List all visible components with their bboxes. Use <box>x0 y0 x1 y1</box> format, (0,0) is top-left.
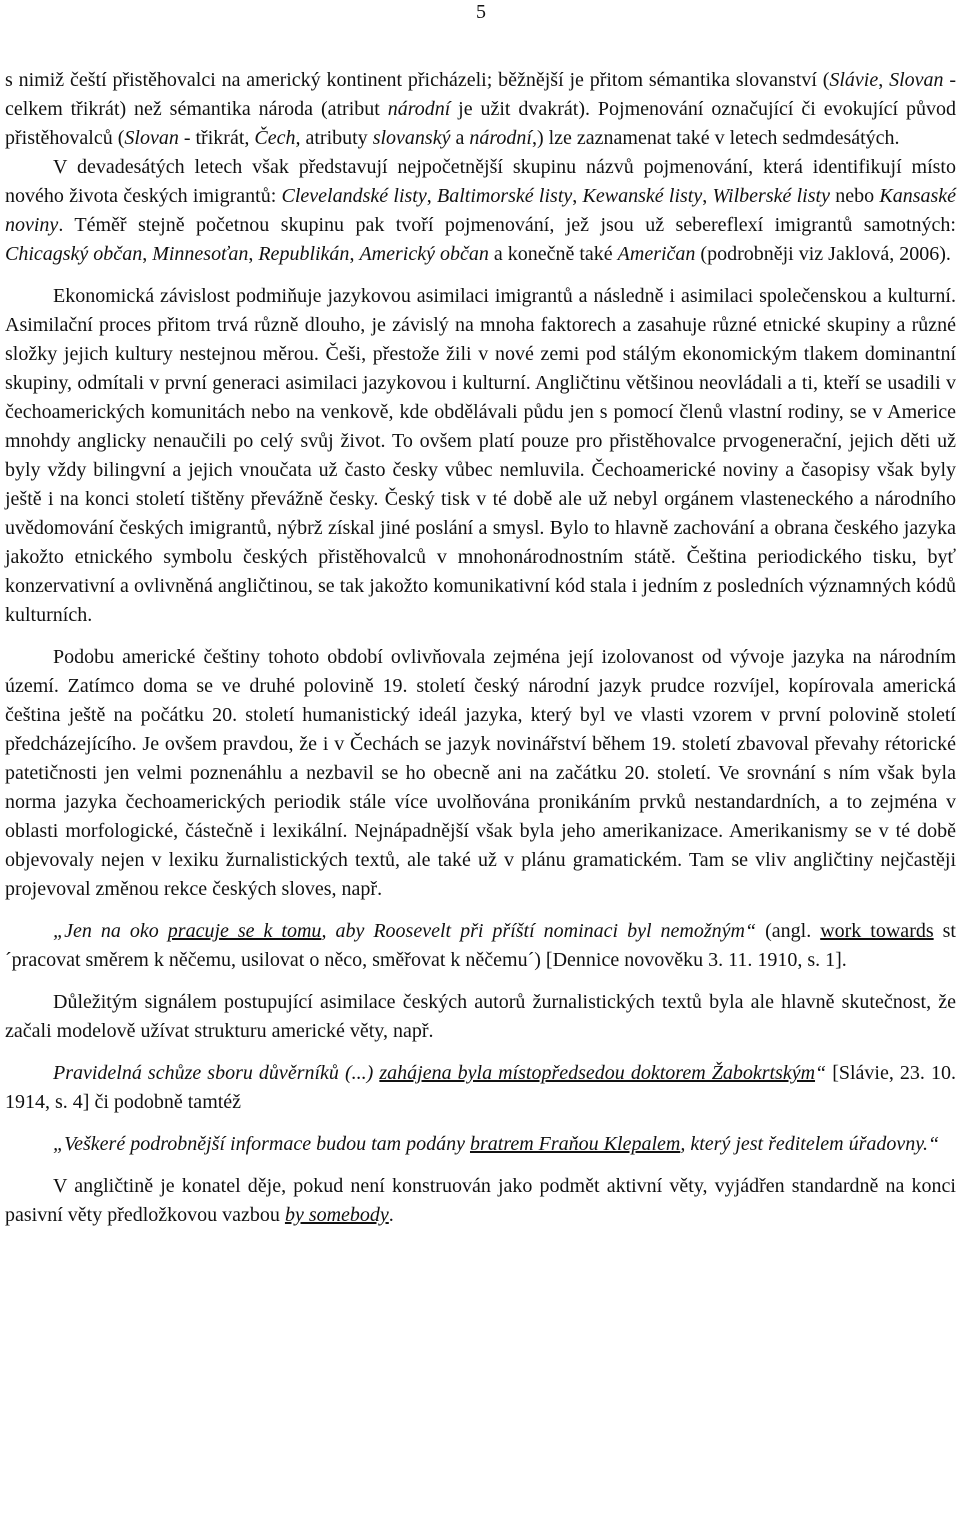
paragraph-6: Důležitým signálem postupující asimilace českých autorů žurnalistických textů byla ale hlavně skutečnost, že začali modelově užívat strukturu americké věty, např. <box>5 991 956 1042</box>
paragraph-4: Podobu americké češtiny tohoto období ovlivňovala zejména její izolovanost od vývoje jazyka na národním území. Zatímco doma se ve druhé polovině 19. století český národní jazyk prudce rozvíjel, kopírovala americká čeština ještě na počátku 20. století humanistický ideál jazyka, který byl ve vlasti vzorem v první polovině století předcházejícího. Je ovšem pravdou, že i v Čechách se jazyk novinářství během 19. století zbavoval převahy rétorické patetičnosti jen velmi poznenáhlu a nezbavil se ho obecně ani na začátku 20. století. Ve srovnání s ním však byla norma jazyka čechoamerických periodik stále více uvolňována pronikáním prvků nestandardních, a to zejména v oblasti morfologické, částečně i lexikální. Nejnápadnější však byla jeho amerikanizace. Amerikanismy se v té době objevovaly nejen v lexiku žurnalistických textů, ale také už v plánu gramatickém. Tam se vliv angličtiny nejčastěji projevoval změnou rekce českých sloves, např. <box>5 646 956 900</box>
paragraph-5-example: „Jen na oko pracuje se k tomu, aby Roosevelt při příští nominaci byl nemožným“ (angl. work towards st ´pracovat směrem k něčemu, usilovat o něco, směřovat k něčemu´) [Dennice novověku 3. 11. 1910, s. 1]. <box>5 920 956 971</box>
paragraph-2: V devadesátých letech však představují nejpočetnější skupinu názvů pojmenování, která identifikují místo nového života českých imigrantů: Clevelandské listy, Baltimorské listy, Kewanské listy, Wilberské listy nebo Kansaské noviny. Téměř stejně početnou skupinu pak tvoří pojmenování, jež jsou už sebereflexí imigrantů samotných: Chicagský občan, Minnesoťan, Republikán, Americký občan a konečně také Američan (podrobněji viz Jaklová, 2006). <box>5 156 957 265</box>
paragraph-1: s nimiž čeští přistěhovalci na americký kontinent přicházeli; běžnější je přitom sémantika slovanství (Slávie, Slovan - celkem třikrát) než sémantika národa (atribut národní je užit dvakrát). Pojmenování označující či evokující původ přistěhovalců (Slovan - třikrát, Čech, atributy slovanský a národní,) lze zaznamenat také v letech sedmdesátých. <box>5 69 956 149</box>
page-number: 5 <box>476 1 486 23</box>
document-body <box>5 66 956 1230</box>
paragraph-9: V angličtině je konatel děje, pokud není konstruován jako podmět aktivní věty, vyjádřen standardně na konci pasivní věty předložkovou vazbou by somebody. <box>5 1175 956 1226</box>
paragraph-8-example: „Veškeré podrobnější informace budou tam podány bratrem Fraňou Klepalem, který jest ředitelem úřadovny.“ <box>53 1133 940 1155</box>
paragraph-7-example: Pravidelná schůze sboru důvěrníků (...) zahájena byla místopředsedou doktorem Žabokrtským“ [Slávie, 23. 10. 1914, s. 4] či podobně tamtéž <box>5 1062 956 1113</box>
paragraph-3: Ekonomická závislost podmiňuje jazykovou asimilaci imigrantů a následně i asimilaci společenskou a kulturní. Asimilační proces přitom trvá různě dlouho, je závislý na mnoha faktorech a zasahuje různé etnické skupiny a různé složky jejich kultury nestejnou měrou. Češi, přestože žili v nové zemi pod stálým ekonomickým tlakem dominantní skupiny, odmítali v první generaci asimilaci jazykovou i kulturní. Angličtinu většinou neovládali a ti, kteří se usadili v čechoamerických komunitách nebo na venkově, kde obdělávali půdu jen s pomocí členů vlastní rodiny, se v Americe mnohdy anglicky nenaučili po celý svůj život. To ovšem platí pouze pro přistěhovalce prvogenerační, jejich děti už byly vždy bilingvní a jejich vnoučata už často česky vůbec nemluvila. Čechoamerické noviny a časopisy však byly ještě i na konci století tištěny převážně česky. Český tisk v té době ale už nebyl orgánem vlasteneckého a národního uvědomování českých imigrantů, nýbrž získal jiné poslání a smysl. Bylo to hlavně zachování a obrana českého jazyka jakožto etnického symbolu českých přistěhovalců v mnohonárodnostním státě. Čeština periodického tisku, byť konzervativní a ovlivněná angličtinou, se tak jakožto komunikativní kód stala i jedním z posledních významných kódů kulturních. <box>5 285 956 626</box>
